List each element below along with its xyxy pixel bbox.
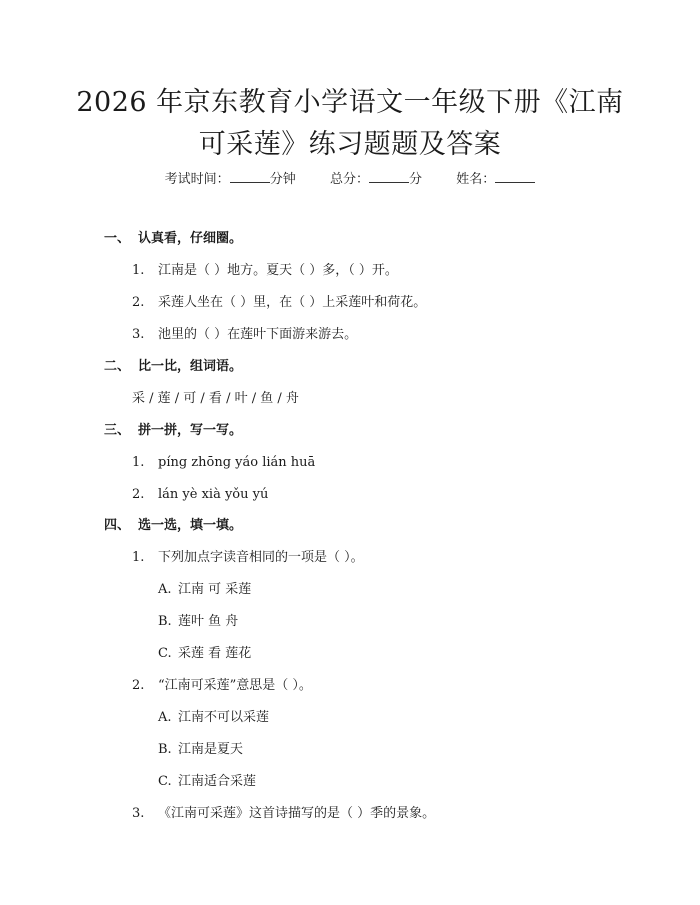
document-title [60,82,640,166]
question-item [132,677,312,695]
question-text: 下列加点字读音相同的一项是（ ）。 [158,550,364,565]
question-item [132,486,268,504]
section-title: 比一比，组词语。 [138,359,243,374]
question-number: 3. [132,327,145,342]
question-text: 《江南可采莲》这首诗描写的是（ ）季的景象。 [158,806,436,821]
option-b[interactable] [158,613,238,631]
pinyin-text: lán yè xià yǒu yú [158,487,269,502]
score-unit: 分 [409,172,423,187]
pinyin-text: píng zhōng yáo lián huā [158,455,316,470]
option-letter: A. [158,582,172,597]
question-number: 2. [132,295,145,310]
option-text: 江南适合采莲 [178,774,257,789]
score-label: 总分： [329,172,369,187]
option-text: 江南 可 采莲 [178,582,252,597]
word-chars: 采 / 莲 / 可 / 看 / 叶 / 鱼 / 舟 [132,391,299,406]
question-number: 2. [132,487,145,502]
question-item [132,326,357,344]
time-blank[interactable] [230,170,270,183]
section-title: 选一选，填一填。 [138,518,243,533]
question-text: “江南可采莲”意思是（ ）。 [158,678,312,693]
option-letter: A. [158,710,172,725]
section-number: 一、 [104,231,131,246]
question-number: 3. [132,806,145,821]
section-4-heading [104,517,242,535]
question-item [132,262,398,280]
section-number: 二、 [104,359,131,374]
option-a[interactable] [158,581,251,599]
option-text: 莲叶 鱼 舟 [178,614,239,629]
name-label: 姓名： [456,172,496,187]
option-text: 采莲 看 莲花 [178,646,252,661]
option-a[interactable] [158,709,269,727]
option-letter: C. [158,646,172,661]
section-3-heading [104,422,242,440]
option-letter: B. [158,614,172,629]
question-item [132,805,435,823]
section-1-heading [104,230,242,248]
section-title: 拼一拼，写一写。 [138,423,243,438]
question-text: 池里的（ ）在莲叶下面游来游去。 [158,327,358,342]
question-number: 1. [132,455,145,470]
score-blank[interactable] [369,170,409,183]
name-blank[interactable] [495,170,535,183]
question-item [132,454,315,472]
question-text: 采莲人坐在（ ）里，在（ ）上采莲叶和荷花。 [158,295,427,310]
option-letter: C. [158,774,172,789]
time-unit: 分钟 [269,172,296,187]
section-title: 认真看，仔细圈。 [138,231,243,246]
option-c[interactable] [158,773,256,791]
time-label: 考试时间： [164,172,230,187]
option-text: 江南不可以采莲 [178,710,270,725]
section-2-heading [104,358,242,376]
section-number: 四、 [104,518,131,533]
question-number: 2. [132,678,145,693]
question-item [132,294,426,312]
question-number: 1. [132,263,145,278]
title-line-1: 2026 年京东教育小学语文一年级下册《江南 [76,87,624,118]
option-text: 江南是夏天 [178,742,244,757]
question-number: 1. [132,550,145,565]
option-c[interactable] [158,645,251,663]
option-letter: B. [158,742,172,757]
exam-info [0,168,700,187]
section-number: 三、 [104,423,131,438]
question-text: 江南是（ ）地方。夏天（ ）多，（ ）开。 [158,263,398,278]
question-item [132,549,364,567]
title-line-2: 可采莲》练习题题及答案 [198,129,502,160]
option-b[interactable] [158,741,243,759]
